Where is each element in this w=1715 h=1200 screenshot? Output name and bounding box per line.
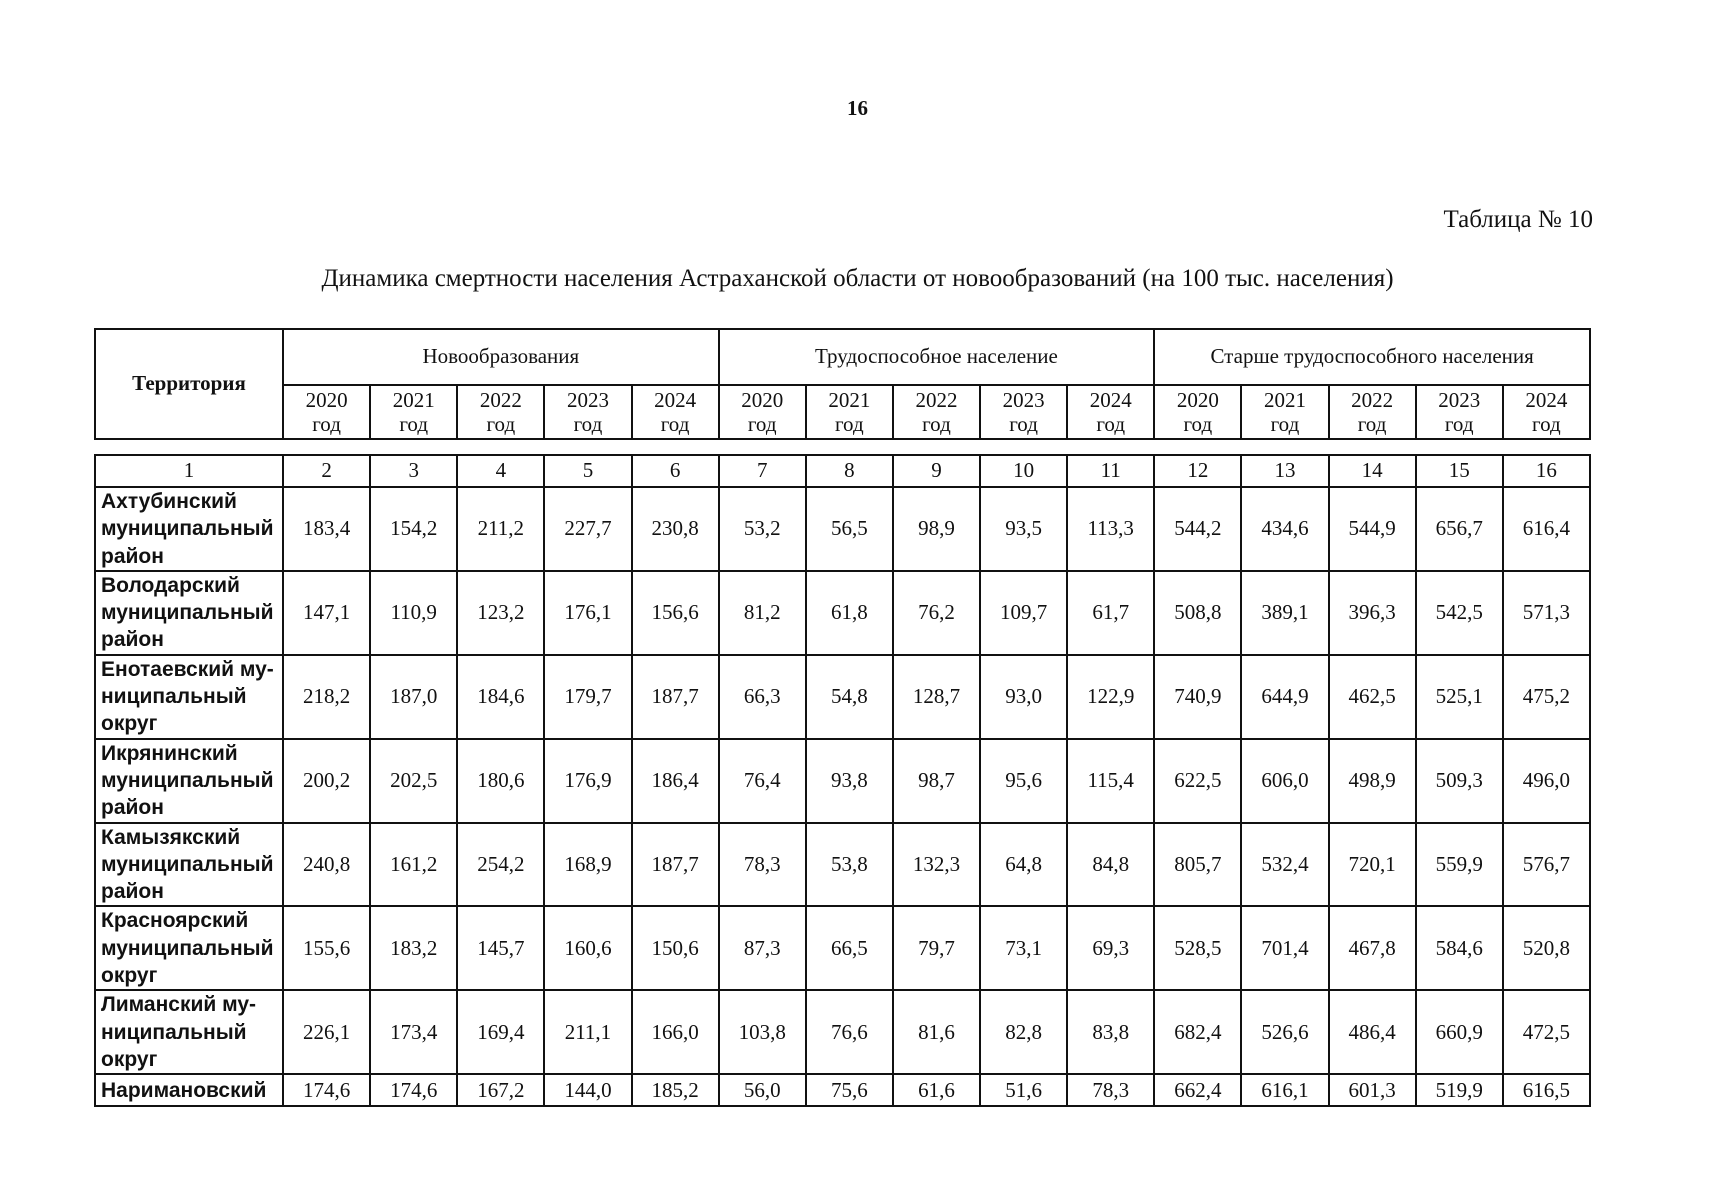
table-cell: 180,6 [457, 739, 544, 823]
page-number: 16 [847, 96, 868, 120]
table-cell: 509,3 [1416, 739, 1503, 823]
table-cell: 123,2 [457, 571, 544, 655]
column-number: 4 [457, 455, 544, 487]
year-header: 2023 год [544, 385, 631, 439]
table-cell: 616,5 [1503, 1074, 1590, 1106]
column-number: 10 [980, 455, 1067, 487]
table-cell: 145,7 [457, 906, 544, 990]
table-cell: 51,6 [980, 1074, 1067, 1106]
table-cell: 740,9 [1154, 655, 1241, 739]
table-cell: 176,1 [544, 571, 631, 655]
table-cell: 76,2 [893, 571, 980, 655]
year-header: 2021 год [370, 385, 457, 439]
table-cell: 161,2 [370, 823, 457, 907]
year-header: 2023 год [980, 385, 1067, 439]
table-cell: 606,0 [1241, 739, 1328, 823]
table-cell: 185,2 [632, 1074, 719, 1106]
table-cell: 187,0 [370, 655, 457, 739]
table-cell: 240,8 [283, 823, 370, 907]
table-cell: 434,6 [1241, 487, 1328, 571]
table-cell: 218,2 [283, 655, 370, 739]
table-cell: 156,6 [632, 571, 719, 655]
column-number: 5 [544, 455, 631, 487]
table-cell: 78,3 [1067, 1074, 1154, 1106]
table-cell: 76,4 [719, 739, 806, 823]
year-header: 2022 год [1329, 385, 1416, 439]
territory-name: Енотаевский му- ниципальный округ [95, 655, 283, 739]
table-cell: 254,2 [457, 823, 544, 907]
table-cell: 75,6 [806, 1074, 893, 1106]
table-cell: 496,0 [1503, 739, 1590, 823]
table-cell: 76,6 [806, 990, 893, 1074]
table-cell: 103,8 [719, 990, 806, 1074]
table-cell: 160,6 [544, 906, 631, 990]
table-cell: 542,5 [1416, 571, 1503, 655]
year-header: 2023 год [1416, 385, 1503, 439]
table-cell: 467,8 [1329, 906, 1416, 990]
year-header: 2024 год [1067, 385, 1154, 439]
group-header-neoplasms: Новообразования [283, 329, 719, 385]
table-cell: 61,7 [1067, 571, 1154, 655]
table-row [95, 739, 1590, 823]
table-cell: 66,5 [806, 906, 893, 990]
table-cell: 155,6 [283, 906, 370, 990]
table-cell: 110,9 [370, 571, 457, 655]
table-cell: 498,9 [1329, 739, 1416, 823]
table-cell: 166,0 [632, 990, 719, 1074]
year-header: 2024 год [1503, 385, 1590, 439]
table-cell: 54,8 [806, 655, 893, 739]
table-cell: 186,4 [632, 739, 719, 823]
column-number: 2 [283, 455, 370, 487]
table-row [95, 990, 1590, 1074]
table-cell: 81,2 [719, 571, 806, 655]
table-cell: 150,6 [632, 906, 719, 990]
table-cell: 95,6 [980, 739, 1067, 823]
column-number: 13 [1241, 455, 1328, 487]
table-cell: 544,2 [1154, 487, 1241, 571]
table-cell: 528,5 [1154, 906, 1241, 990]
year-header: 2020 год [719, 385, 806, 439]
table-cell: 616,4 [1503, 487, 1590, 571]
table-cell: 486,4 [1329, 990, 1416, 1074]
table-cell: 56,5 [806, 487, 893, 571]
territory-name: Красноярский муниципальный округ [95, 906, 283, 990]
table-cell: 174,6 [283, 1074, 370, 1106]
territory-name: Володарский муниципальный район [95, 571, 283, 655]
table-cell: 601,3 [1329, 1074, 1416, 1106]
table-cell: 82,8 [980, 990, 1067, 1074]
table-header [94, 328, 1591, 440]
table-cell: 720,1 [1329, 823, 1416, 907]
table-cell: 98,7 [893, 739, 980, 823]
table-title: Динамика смертности населения Астраханской области от новообразований (на 100 тыс. населения) [321, 265, 1394, 292]
table-cell: 53,2 [719, 487, 806, 571]
column-number: 1 [95, 455, 283, 487]
column-number: 12 [1154, 455, 1241, 487]
table-cell: 183,2 [370, 906, 457, 990]
table-cell: 179,7 [544, 655, 631, 739]
table-row [95, 655, 1590, 739]
group-header-working-age: Трудоспособное население [719, 329, 1155, 385]
table-cell: 525,1 [1416, 655, 1503, 739]
table-cell: 226,1 [283, 990, 370, 1074]
table-cell: 56,0 [719, 1074, 806, 1106]
table-cell: 211,1 [544, 990, 631, 1074]
table-cell: 98,9 [893, 487, 980, 571]
table-cell: 128,7 [893, 655, 980, 739]
table-cell: 519,9 [1416, 1074, 1503, 1106]
table-cell: 154,2 [370, 487, 457, 571]
table-cell: 622,5 [1154, 739, 1241, 823]
table-row [95, 1074, 1590, 1106]
table-cell: 184,6 [457, 655, 544, 739]
column-number: 14 [1329, 455, 1416, 487]
table-row [95, 823, 1590, 907]
table-cell: 656,7 [1416, 487, 1503, 571]
table-cell: 584,6 [1416, 906, 1503, 990]
year-header: 2020 год [283, 385, 370, 439]
table-cell: 701,4 [1241, 906, 1328, 990]
year-header: 2020 год [1154, 385, 1241, 439]
table-cell: 211,2 [457, 487, 544, 571]
table-cell: 396,3 [1329, 571, 1416, 655]
table-cell: 69,3 [1067, 906, 1154, 990]
table-cell: 169,4 [457, 990, 544, 1074]
table-cell: 472,5 [1503, 990, 1590, 1074]
table-cell: 526,6 [1241, 990, 1328, 1074]
column-number: 15 [1416, 455, 1503, 487]
table-cell: 79,7 [893, 906, 980, 990]
territory-name: Лиманский му- ниципальный округ [95, 990, 283, 1074]
year-header: 2022 год [893, 385, 980, 439]
table-cell: 73,1 [980, 906, 1067, 990]
table-cell: 83,8 [1067, 990, 1154, 1074]
territory-name: Ахтубинский муниципальный район [95, 487, 283, 571]
table-cell: 559,9 [1416, 823, 1503, 907]
table-cell: 61,6 [893, 1074, 980, 1106]
table-cell: 174,6 [370, 1074, 457, 1106]
table-cell: 66,3 [719, 655, 806, 739]
year-header: 2021 год [1241, 385, 1328, 439]
table-cell: 84,8 [1067, 823, 1154, 907]
table-cell: 93,0 [980, 655, 1067, 739]
table-cell: 64,8 [980, 823, 1067, 907]
column-number: 11 [1067, 455, 1154, 487]
table-cell: 53,8 [806, 823, 893, 907]
column-number: 7 [719, 455, 806, 487]
column-number: 3 [370, 455, 457, 487]
table-cell: 132,3 [893, 823, 980, 907]
column-number: 9 [893, 455, 980, 487]
table-cell: 508,8 [1154, 571, 1241, 655]
table-cell: 576,7 [1503, 823, 1590, 907]
table-cell: 176,9 [544, 739, 631, 823]
table-row [95, 487, 1590, 571]
table-cell: 78,3 [719, 823, 806, 907]
table-cell: 113,3 [1067, 487, 1154, 571]
column-number: 16 [1503, 455, 1590, 487]
table-cell: 93,8 [806, 739, 893, 823]
table-cell: 475,2 [1503, 655, 1590, 739]
column-number-row [95, 455, 1590, 487]
table-cell: 168,9 [544, 823, 631, 907]
territory-name: Икрянинский муниципальный район [95, 739, 283, 823]
table-cell: 532,4 [1241, 823, 1328, 907]
table-cell: 644,9 [1241, 655, 1328, 739]
table-cell: 660,9 [1416, 990, 1503, 1074]
table-cell: 187,7 [632, 655, 719, 739]
table-cell: 462,5 [1329, 655, 1416, 739]
table-cell: 173,4 [370, 990, 457, 1074]
table-cell: 167,2 [457, 1074, 544, 1106]
group-header-over-working-age: Старше трудоспособного населения [1154, 329, 1590, 385]
table-cell: 571,3 [1503, 571, 1590, 655]
table-cell: 230,8 [632, 487, 719, 571]
table-cell: 115,4 [1067, 739, 1154, 823]
table-cell: 183,4 [283, 487, 370, 571]
year-header: 2024 год [632, 385, 719, 439]
table-cell: 87,3 [719, 906, 806, 990]
table-cell: 122,9 [1067, 655, 1154, 739]
table-cell: 187,7 [632, 823, 719, 907]
table-cell: 389,1 [1241, 571, 1328, 655]
table-row [95, 906, 1590, 990]
table-cell: 202,5 [370, 739, 457, 823]
table-cell: 616,1 [1241, 1074, 1328, 1106]
table-cell: 227,7 [544, 487, 631, 571]
table-cell: 682,4 [1154, 990, 1241, 1074]
territory-name: Камызякский муниципальный район [95, 823, 283, 907]
year-header: 2022 год [457, 385, 544, 439]
table-cell: 544,9 [1329, 487, 1416, 571]
table-cell: 147,1 [283, 571, 370, 655]
table-cell: 144,0 [544, 1074, 631, 1106]
territory-header: Территория [95, 329, 283, 439]
data-table [94, 454, 1591, 1107]
table-cell: 61,8 [806, 571, 893, 655]
column-number: 6 [632, 455, 719, 487]
table-cell: 93,5 [980, 487, 1067, 571]
table-cell: 200,2 [283, 739, 370, 823]
territory-name: Наримановский [95, 1074, 283, 1106]
table-row [95, 571, 1590, 655]
table-cell: 662,4 [1154, 1074, 1241, 1106]
table-cell: 805,7 [1154, 823, 1241, 907]
table-cell: 109,7 [980, 571, 1067, 655]
year-header: 2021 год [806, 385, 893, 439]
table-cell: 520,8 [1503, 906, 1590, 990]
table-label: Таблица № 10 [1443, 206, 1593, 233]
column-number: 8 [806, 455, 893, 487]
table-cell: 81,6 [893, 990, 980, 1074]
